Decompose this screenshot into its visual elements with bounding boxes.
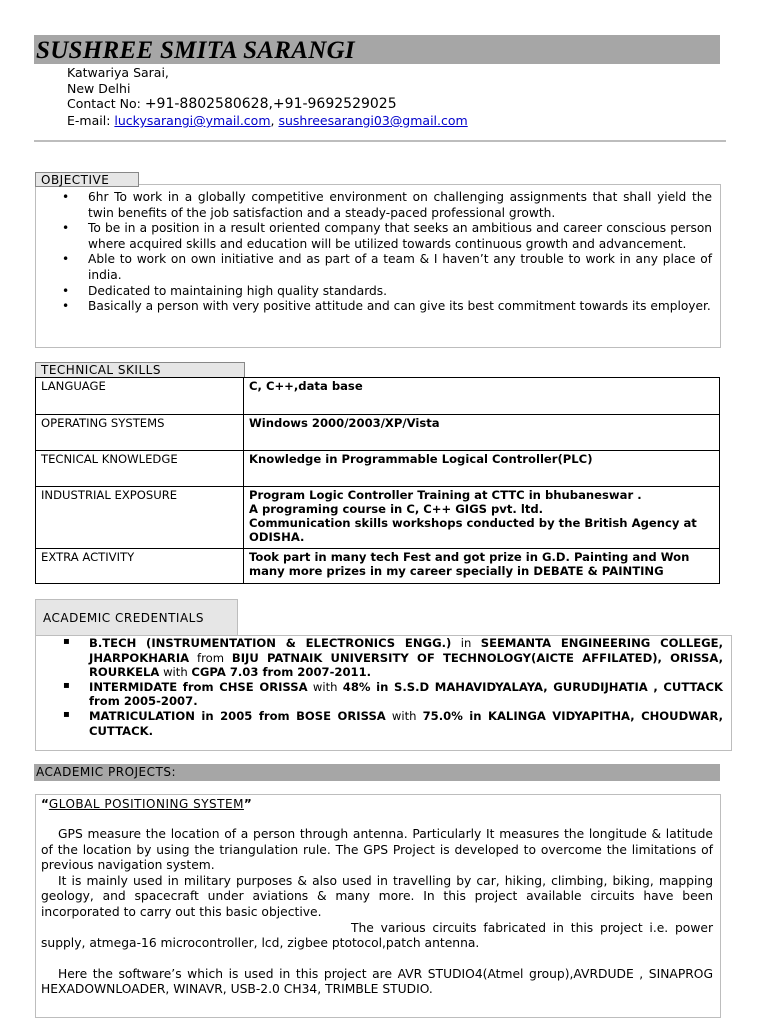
- skill-value-line: Program Logic Controller Training at CTTC in bhubaneswar .: [249, 488, 642, 502]
- credential-connector: with: [159, 665, 192, 680]
- email-link-2[interactable]: sushreesarangi03@gmail.com: [278, 113, 468, 128]
- quote-open: “: [41, 797, 49, 811]
- table-row: [36, 549, 720, 584]
- skill-key: LANGUAGE: [36, 378, 244, 415]
- address-line-1: Katwariya Sarai,: [67, 65, 169, 80]
- objective-item: • Basically a person with very positive attitude and can give its best commitment towards its employer.: [62, 299, 712, 315]
- credential-item: [63, 680, 723, 709]
- skill-key: OPERATING SYSTEMS: [36, 415, 244, 451]
- skill-value: C, C++,data base: [244, 378, 720, 415]
- credential-score: 48% in S.S.D MAHAVIDYALAYA, GURUDIJHATIA , CUTTACK from 2005-2007.: [89, 679, 723, 709]
- skill-value: [244, 487, 720, 549]
- table-row: [36, 451, 720, 487]
- credential-university: BIJU PATNAIK UNIVERSITY OF TECHNOLOGY(AICTE AFFILATED), ORISSA, ROURKELA: [89, 650, 723, 680]
- credential-score: 75.0% in KALINGA VIDYAPITHA, CHOUDWAR, CUTTACK.: [89, 708, 723, 738]
- skill-key: TECNICAL KNOWLEDGE: [36, 451, 244, 487]
- contact-label: Contact No:: [67, 96, 141, 111]
- quote-close: ”: [243, 797, 252, 811]
- project-description: [41, 827, 713, 998]
- credential-connector: with: [385, 708, 423, 723]
- technical-skills-table: [35, 377, 720, 584]
- credential-degree: INTERMIDATE from CHSE ORISSA: [89, 679, 308, 694]
- skill-value: Knowledge in Programmable Logical Controller(PLC): [244, 451, 720, 487]
- academic-credentials-heading: ACADEMIC CREDENTIALS: [35, 599, 238, 636]
- project-paragraph: GPS measure the location of a person through antenna. Particularly It measures the longitude & latitude of the location by using the triangulation rule. The GPS Project is developed to overcome the limitations of previous navigation system.: [41, 827, 713, 873]
- phone-numbers: +91-8802580628,+91-9692529025: [144, 96, 397, 112]
- objective-item: • Dedicated to maintaining high quality standards.: [62, 284, 712, 300]
- header-divider: [34, 140, 726, 142]
- credential-degree: B.TECH (INSTRUMENTATION & ELECTRONICS ENGG.): [89, 636, 452, 650]
- objective-item: • 6hr To work in a globally competitive environment on challenging assignments that shall yield the twin benefits of the job satisfaction and a steady-paced professional growth.: [62, 190, 712, 221]
- project-paragraph: Here the software’s which is used in this project are AVR STUDIO4(Atmel group),AVRDUDE , SINAPROG HEXADOWNLOADER, WINAVR, USB-2.0 CH34, TRIMBLE STUDIO.: [41, 966, 713, 997]
- skill-value-line: A programing course in C, C++ GIGS pvt. ltd.: [249, 502, 544, 516]
- credential-item: [63, 709, 723, 738]
- objective-item: • To be in a position in a result oriented company that seeks an ambitious and career conscious person where acquired skills and education will be utilized towards continuous growth and advancement.: [62, 221, 712, 252]
- email-line: [67, 113, 468, 129]
- objective-list: [62, 190, 712, 315]
- academic-credentials-list: [63, 636, 723, 738]
- skill-value: Took part in many tech Fest and got prize in G.D. Painting and Won many more prizes in my career specially in DEBATE & PAINTING: [244, 549, 720, 584]
- skill-key: INDUSTRIAL EXPOSURE: [36, 487, 244, 549]
- objective-heading: OBJECTIVE: [35, 172, 139, 187]
- project-title-text: GLOBAL POSITIONING SYSTEM: [48, 797, 244, 811]
- skill-key: EXTRA ACTIVITY: [36, 549, 244, 584]
- email-link-1[interactable]: luckysarangi@ymail.com: [114, 113, 271, 128]
- project-paragraph: The various circuits fabricated in this project i.e. power supply, atmega-16 microcontroller, lcd, zigbee ptotocol,patch antenna.: [41, 920, 713, 951]
- credential-college: SEEMANTA ENGINEERING COLLEGE, JHARPOKHARIA: [89, 636, 723, 665]
- table-row: [36, 415, 720, 451]
- technical-skills-heading: TECHNICAL SKILLS: [35, 362, 245, 378]
- candidate-name: SUSHREE SMITA SARANGI: [36, 37, 355, 64]
- objective-item: • Able to work on own initiative and as part of a team & I haven’t any trouble to work in any place of india.: [62, 252, 712, 283]
- credential-item: [63, 636, 723, 680]
- credential-connector: in: [451, 636, 481, 650]
- project-title: [41, 796, 252, 812]
- credential-connector: from: [189, 650, 232, 665]
- address-line-2: New Delhi: [67, 81, 131, 96]
- contact-number-line: [67, 96, 397, 112]
- skill-value: Windows 2000/2003/XP/Vista: [244, 415, 720, 451]
- credential-degree: MATRICULATION in 2005 from BOSE ORISSA: [89, 708, 386, 723]
- skill-value-line: Communication skills workshops conducted by the British Agency at ODISHA.: [249, 516, 697, 544]
- table-row: [36, 378, 720, 415]
- credential-score: CGPA 7.03 from 2007-2011.: [191, 665, 372, 680]
- email-separator: ,: [270, 113, 275, 128]
- table-row: [36, 487, 720, 549]
- project-paragraph: It is mainly used in military purposes & also used in travelling by car, hiking, climbing, biking, mapping geology, and spacecraft under aviations & many more. In this project available circuits have been incorporated to carry out this basic objective.: [41, 873, 713, 919]
- email-label: E-mail:: [67, 113, 111, 128]
- academic-projects-heading: ACADEMIC PROJECTS:: [34, 764, 720, 781]
- credential-connector: with: [307, 679, 343, 694]
